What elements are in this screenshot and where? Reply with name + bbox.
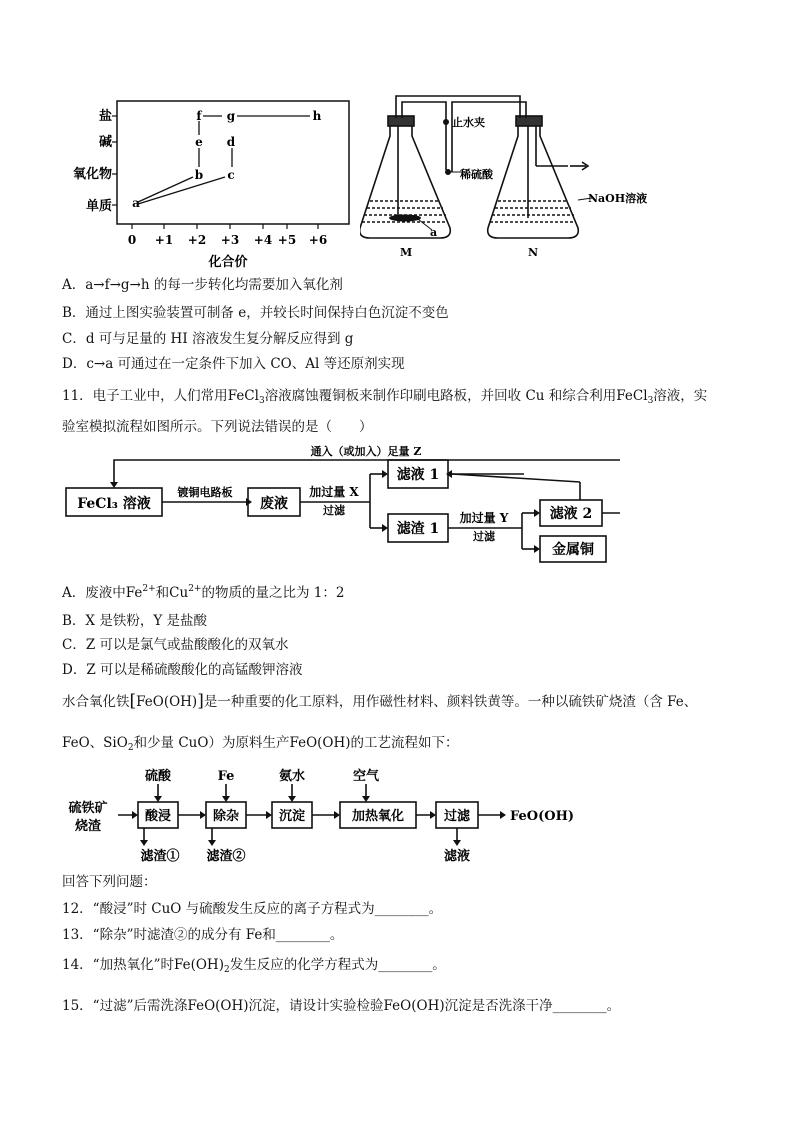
flow-z-label: 通入（或加入）足量 Z xyxy=(310,445,422,458)
y-label-base: 碱 xyxy=(98,135,112,150)
q10-option-b: B．通过上图实验装置可制备 e，并较长时间保持白色沉淀不变色 xyxy=(62,305,449,321)
valence-class-chart xyxy=(60,95,360,270)
flask-m-label: M xyxy=(400,246,413,259)
q11-option-b: B．X 是铁粉，Y 是盐酸 xyxy=(62,613,208,629)
input-4: 空气 xyxy=(352,769,380,784)
question-13: 13．“除杂”时滤渣②的成分有 Fe和________。 xyxy=(62,927,344,943)
stopcock-clip xyxy=(443,119,449,125)
question-15: 15．“过滤”后需洗涤FeO(OH)沉淀，请设计实验检验FeO(OH)沉淀是否洗涤干净________。 xyxy=(62,998,621,1014)
flask-n xyxy=(488,123,579,238)
flow-waste: 废液 xyxy=(260,496,288,512)
answer-intro: 回答下列问题： xyxy=(62,874,157,890)
step-label-3: 沉淀 xyxy=(278,809,306,824)
point-c: c xyxy=(227,168,235,182)
x-tick-5: +5 xyxy=(277,233,297,247)
y-label-oxide: 氧化物 xyxy=(72,167,112,182)
y-label-salt: 盐 xyxy=(98,109,112,124)
q11-option-c: C．Z 可以是氯气或盐酸酸化的双氧水 xyxy=(62,637,289,653)
x-tick-2: +2 xyxy=(187,233,207,247)
flow-filtrate2: 滤液 2 xyxy=(549,506,593,522)
point-d: d xyxy=(226,135,236,149)
y-label-element: 单质 xyxy=(85,199,112,214)
x-tick-0: 0 xyxy=(127,233,137,247)
solid-label: a xyxy=(430,226,438,239)
x-tick-3: +3 xyxy=(220,233,240,247)
output-1: 滤渣① xyxy=(140,849,180,864)
flow-filtrate1: 滤液 1 xyxy=(396,467,440,483)
point-a: a xyxy=(132,196,140,210)
q11-option-d: D．Z 可以是稀硫酸酸化的高锰酸钾溶液 xyxy=(62,662,303,678)
x-tick-1: +1 xyxy=(154,233,174,247)
q11-flowchart xyxy=(60,442,620,564)
q10-option-d: D．c→a 可通过在一定条件下加入 CO、Al 等还原剂实现 xyxy=(62,356,405,372)
flow-x-sub: 过滤 xyxy=(323,504,345,517)
raw-material-1: 硫铁矿 xyxy=(68,801,108,816)
flow-copper: 金属铜 xyxy=(552,542,594,558)
q10-option-c: C．d 可与足量的 HI 溶液发生复分解反应得到 g xyxy=(62,331,354,347)
stopcock-label: 止水夹 xyxy=(452,116,485,129)
flow-board: 镀铜电路板 xyxy=(177,486,233,499)
q11-option-a: A．废液中$Fe^{2+}$和$Cu^{2+}$的物质的量之比为 1：2 xyxy=(62,584,345,601)
output-2: 滤渣② xyxy=(206,849,246,864)
flow-x-label: 加过量 X xyxy=(309,485,359,499)
flow-fecl3: FeCl₃ 溶液 xyxy=(77,496,151,512)
flow-residue1: 滤渣 1 xyxy=(396,521,440,537)
x-axis-title: 化合价 xyxy=(208,255,248,270)
flow-y-sub: 过滤 xyxy=(473,530,495,543)
flow-y-label: 加过量 Y xyxy=(459,511,509,525)
step-label-5: 过滤 xyxy=(443,809,471,824)
point-h: h xyxy=(312,109,322,123)
q10-option-a: A．a→f→g→h 的每一步转化均需要加入氧化剂 xyxy=(62,277,343,293)
point-f: f xyxy=(196,109,202,123)
flask-n-label: N xyxy=(528,246,539,259)
input-2: Fe xyxy=(217,769,235,784)
step-label-2: 除杂 xyxy=(212,809,240,824)
acid-label: 稀硫酸 xyxy=(460,168,493,181)
naoh-label: NaOH溶液 xyxy=(588,192,648,205)
point-g: g xyxy=(226,109,236,123)
passage-line2: FeO、SiO$_2$和少量 CuO）为原料生产FeO(OH)的工艺流程如下： xyxy=(62,735,459,753)
process-flowchart xyxy=(60,766,620,870)
question-14: 14．“加热氧化”时$Fe(OH)_2$发生反应的化学方程式为________。 xyxy=(62,957,446,975)
step-label-1: 酸浸 xyxy=(144,809,172,824)
x-tick-4: +4 xyxy=(253,233,273,247)
q11-stem-line1: 11．电子工业中，人们常用FeCl$_3$溶液腐蚀覆铜板来制作印刷电路板，并回收 Cu 和综合利用FeCl$_3$溶液，实 xyxy=(62,388,708,406)
apparatus-diagram xyxy=(360,88,650,263)
product: FeO(OH) xyxy=(510,809,575,824)
x-tick-6: +6 xyxy=(308,233,328,247)
raw-material-2: 烧渣 xyxy=(74,819,102,834)
output-3: 滤液 xyxy=(443,849,471,864)
passage-line1: 水合氧化铁[FeO(OH)]是一种重要的化工原料，用作磁性材料、颜料铁黄等。一种以硫铁矿烧渣（含 Fe、 xyxy=(62,691,698,711)
step-label-4: 加热氧化 xyxy=(351,809,405,824)
input-1: 硫酸 xyxy=(144,769,172,784)
q11-stem-line2: 验室模拟流程如图所示。下列说法错误的是（ ） xyxy=(62,419,373,435)
question-12: 12．“酸浸”时 CuO 与硫酸发生反应的离子方程式为________。 xyxy=(62,901,443,917)
point-e: e xyxy=(195,135,203,149)
point-b: b xyxy=(194,168,204,182)
input-3: 氨水 xyxy=(278,769,306,784)
